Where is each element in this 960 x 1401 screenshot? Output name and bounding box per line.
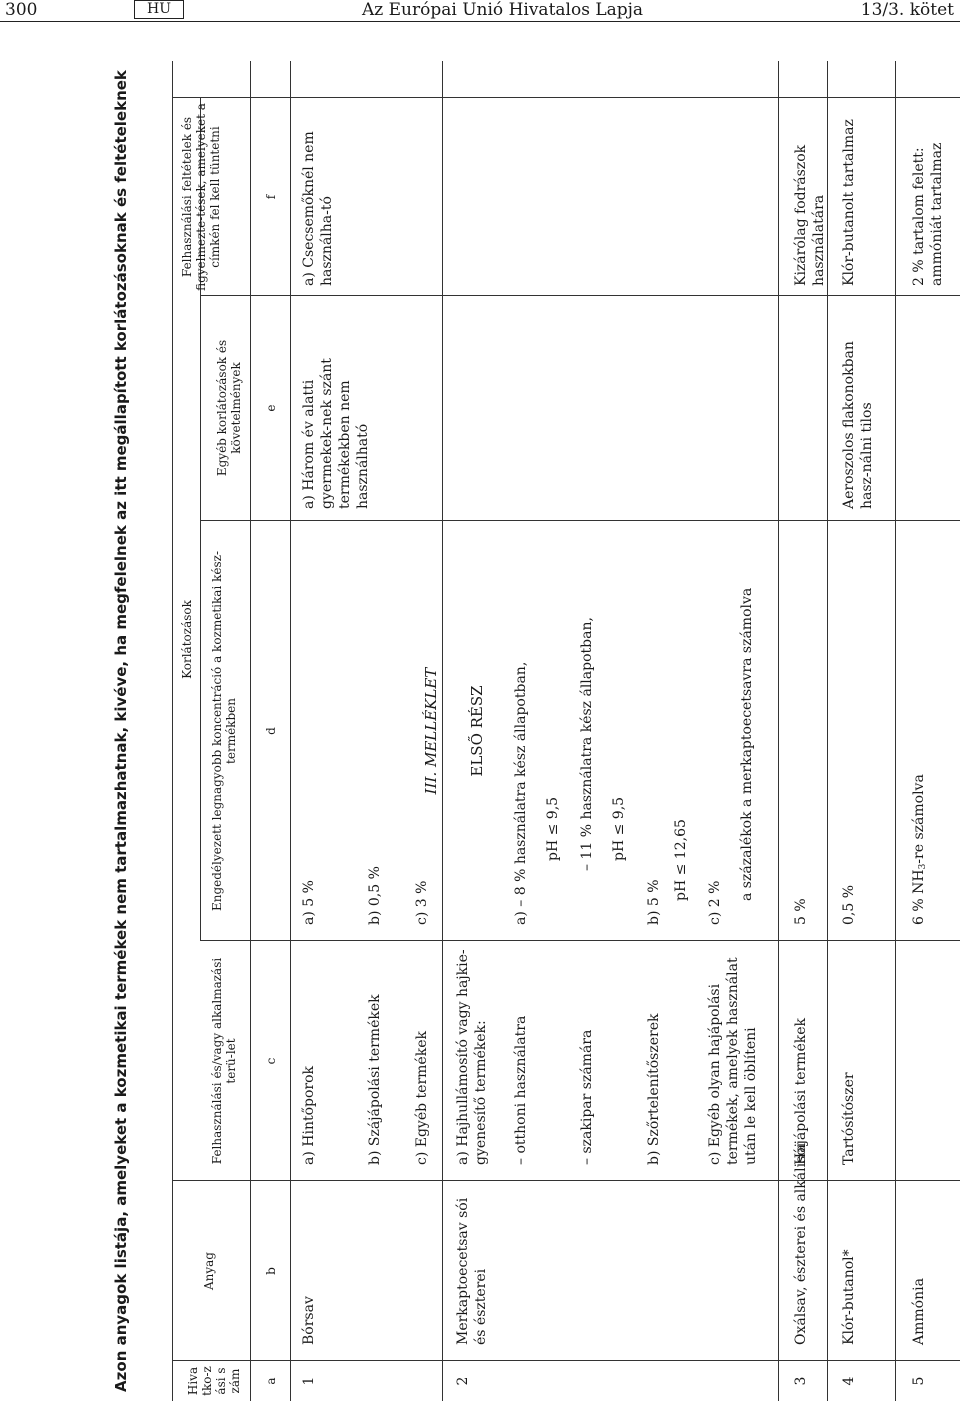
row3-field: Hajápolási termékek bbox=[793, 1018, 809, 1165]
row2-conc-b: b) 5 % bbox=[646, 879, 662, 925]
row4-conditions: Klór-butanolt tartalmaz bbox=[841, 119, 857, 286]
row5-ref: 5 bbox=[911, 1376, 927, 1386]
row1-field-c: c) Egyéb termékek bbox=[414, 1031, 430, 1165]
row4-field: Tartósítószer bbox=[841, 1072, 857, 1165]
row3-conditions: Kizárólag fodrászok használatára bbox=[793, 144, 827, 286]
page-header bbox=[0, 0, 960, 22]
letter-c: c bbox=[264, 1057, 278, 1065]
row5-substance: Ammónia bbox=[911, 1278, 927, 1345]
column-divider-b-c bbox=[172, 1180, 960, 1181]
row2-field-a: a) Hajhullámosító vagy hajkie-gyenesítő termékek: bbox=[455, 949, 489, 1165]
row2-substance: Merkaptoecetsav sói és észterei bbox=[455, 1197, 489, 1345]
row2-ph-pro: pH ≤ 9,5 bbox=[611, 796, 627, 861]
row5-conc-suffix: -re számolva bbox=[911, 774, 927, 864]
row1-field-b: b) Szájápolási termékek bbox=[367, 994, 383, 1165]
column-divider-e-f bbox=[200, 295, 960, 296]
row2-field-b: b) Szőrtelenítőszerek bbox=[646, 1013, 662, 1165]
row2-ph-home: pH ≤ 9,5 bbox=[545, 796, 561, 861]
row3-ref: 3 bbox=[793, 1376, 809, 1386]
row5-conc-subscript: 3 bbox=[918, 863, 928, 870]
row4-ref: 4 bbox=[841, 1376, 857, 1386]
row2-conc-home: a) – 8 % használatra kész állapotban, bbox=[513, 661, 529, 925]
header-divider-body bbox=[290, 61, 291, 1401]
journal-title: Az Európai Unió Hivatalos Lapja bbox=[362, 0, 644, 20]
column-divider-c-d bbox=[200, 940, 960, 941]
row3-substance: Oxálsav, észterei és alkálisói bbox=[793, 1142, 809, 1345]
header-rule bbox=[0, 21, 960, 22]
row2-conc-c: c) 2 % bbox=[707, 880, 723, 925]
row2-field-c: c) Egyéb olyan hajápolási termékek, amelyek használat után le kell öblíteni bbox=[707, 957, 759, 1165]
row4-other: Aeroszolos flakonokban hasz-nálni tilos bbox=[841, 341, 875, 509]
letter-b: b bbox=[264, 1267, 278, 1275]
header-ref: Hivatko-zási szám bbox=[186, 1366, 242, 1396]
row1-ref: 1 bbox=[301, 1376, 317, 1386]
row2-ph-b: pH ≤ 12,65 bbox=[673, 819, 689, 901]
page-number: 300 bbox=[5, 0, 38, 20]
row4-conc: 0,5 % bbox=[841, 884, 857, 925]
row2-conc-pro: – 11 % használatra kész állapotban, bbox=[579, 617, 595, 871]
column-divider-a-b bbox=[172, 1360, 960, 1361]
table-border-top bbox=[172, 61, 173, 1401]
row-divider-2 bbox=[778, 61, 779, 1401]
row4-substance: Klór-butanol* bbox=[841, 1249, 857, 1345]
column-divider-d-e bbox=[200, 520, 960, 521]
row5-conc bbox=[910, 774, 932, 925]
row2-ref: 2 bbox=[455, 1376, 471, 1386]
letter-f: f bbox=[264, 194, 278, 200]
row5-conditions: 2 % tartalom felett: ammóniát tartalmaz bbox=[911, 142, 945, 286]
letter-a: a bbox=[264, 1377, 278, 1385]
row1-substance: Bórsav bbox=[301, 1296, 317, 1345]
header-restrictions: Korlátozások bbox=[180, 600, 194, 679]
row-divider-4 bbox=[895, 61, 896, 1401]
row-divider-1 bbox=[442, 61, 443, 1401]
part-title: ELSŐ RÉSZ bbox=[468, 685, 486, 777]
row1-field-a: a) Hintőporok bbox=[301, 1065, 317, 1165]
list-title: Azon anyagok listája, amelyeket a kozmetikai termékek nem tartalmazhatnak, kivéve, ha megfelelnek az itt megállapított korlátozásoknak és feltételeknek bbox=[112, 70, 130, 1392]
row2-field-home: – otthoni használatra bbox=[513, 1015, 529, 1165]
annex-title: III. MELLÉKLET bbox=[422, 667, 440, 795]
header-max-concentration: Engedélyezett legnagyobb koncentráció a kozmetikai kész-termékben bbox=[210, 550, 238, 912]
language-badge: HU bbox=[134, 0, 184, 19]
row1-conc-a: a) 5 % bbox=[301, 880, 317, 925]
row2-field-pro: – szakipar számára bbox=[579, 1029, 595, 1165]
header-field: Felhasználási és/vagy alkalmazási terü-let bbox=[210, 957, 238, 1165]
row3-conc: 5 % bbox=[793, 898, 809, 925]
header-substance: Anyag bbox=[202, 1252, 216, 1291]
header-other-restrictions: Egyéb korlátozások és követelmények bbox=[215, 339, 243, 477]
row1-other: a) Három év alatti gyermekek-nek szánt termékekben nem használható bbox=[301, 358, 371, 509]
row2-note: a százalékok a merkaptoecetsavra számolva bbox=[739, 587, 755, 901]
volume-label: 13/3. kötet bbox=[860, 0, 954, 20]
column-divider-f-end bbox=[172, 97, 960, 98]
row5-conc-prefix: 6 % NH bbox=[911, 869, 927, 925]
letter-e: e bbox=[264, 404, 278, 412]
header-conditions: Felhasználási feltételek és figyelmezte-tések, amelyeket a címkén fel kell tüntetni bbox=[180, 103, 222, 291]
rotated-table-page bbox=[0, 61, 960, 1401]
row1-conc-b: b) 0,5 % bbox=[367, 866, 383, 925]
row1-conc-c: c) 3 % bbox=[414, 880, 430, 925]
row1-conditions: a) Csecsemőknél nem használha-tó bbox=[301, 131, 335, 286]
header-divider-letters bbox=[250, 61, 251, 1401]
letter-d: d bbox=[264, 727, 278, 735]
